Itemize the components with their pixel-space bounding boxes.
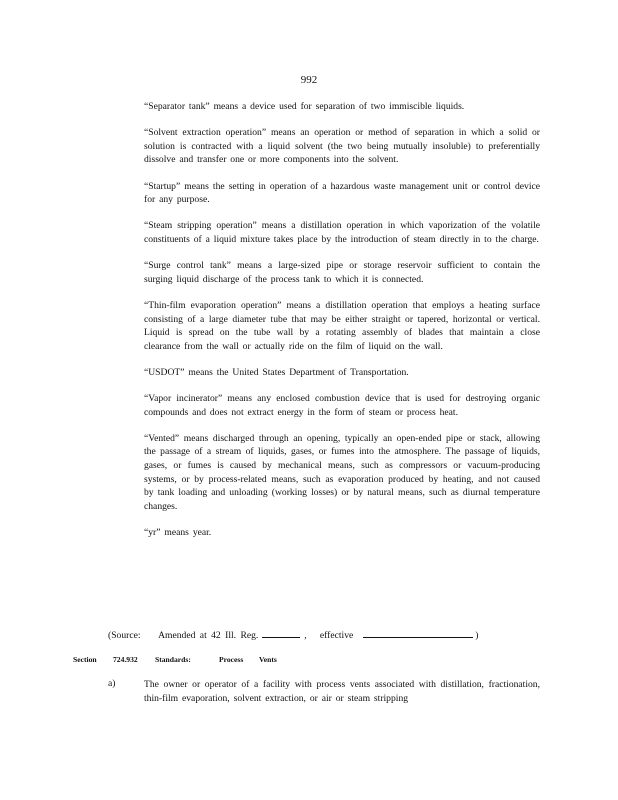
definition-yr: “yr” means year. xyxy=(144,527,212,538)
source-effective: effective xyxy=(319,630,354,641)
subsection-a-label: a) xyxy=(108,678,116,689)
section-title-word-3: Vents xyxy=(259,655,277,664)
source-text: Amended at 42 Ill. Reg. xyxy=(158,630,259,641)
definition-vented: “Vented” means discharged through an opening, typically an open-ended pipe or stack, allowing the passage of a stream of liquids, gases, or fumes into the atmosphere. The passage of liquids, gases, or fumes is caused by mechanical means, such as compressors or vacuum-producing systems, or by process-related means, such as evaporation produced by heating, and not caused by tank loading and unloading (working losses) or by natural means, such as diurnal temperature changes. xyxy=(144,432,540,512)
source-open: (Source: xyxy=(108,630,141,641)
source-close: ) xyxy=(475,630,479,641)
definitions-list xyxy=(144,100,540,552)
definition-usdot: “USDOT” means the United States Department of Transportation. xyxy=(144,366,409,378)
definition-startup: “Startup” means the setting in operation of a hazardous waste management unit or control device for any purpose. xyxy=(144,180,540,206)
definition-steam-stripping-operation: “Steam stripping operation” means a distillation operation in which vaporization of the volatile constituents of a liquid mixture takes place by the introduction of steam directly in to the charge. xyxy=(144,220,540,245)
definition-separator-tank: “Separator tank” means a device used for separation of two immiscible liquids. xyxy=(144,101,465,112)
definition-vapor-incinerator: “Vapor incinerator” means any enclosed combustion device that is used for destroying organic compounds and does not extract energy in the form of steam or process heat. xyxy=(144,393,540,418)
source-note xyxy=(108,627,479,641)
section-title-word-2: Process xyxy=(219,655,244,664)
register-page-blank xyxy=(262,627,300,638)
subsection-a-text: The owner or operator of a facility with process vents associated with distillation, fractionation, thin-film evaporation, solvent extraction, or air or steam stripping xyxy=(144,679,540,704)
section-title-word-1: Standards: xyxy=(155,655,191,664)
section-heading xyxy=(73,655,373,664)
effective-date-blank xyxy=(363,627,473,638)
definition-thin-film-evaporation-operation: “Thin-film evaporation operation” means a distillation operation that employs a heating surface consisting of a large diameter tube that may be either straight or tapered, horizontal or vertical. Liquid is spread on the tube wall by a rotating assembly of blades that maintain a close clearance from the wall or actually ride on the film of liquid on the wall. xyxy=(144,299,540,352)
page-number: 992 xyxy=(300,74,318,86)
section-number: 724.932 xyxy=(113,655,138,664)
section-label: Section xyxy=(73,655,97,664)
source-comma: , xyxy=(304,630,307,641)
definition-surge-control-tank: “Surge control tank” means a large-sized pipe or storage reservoir sufficient to contain the surging liquid discharge of the process tank to which it is connected. xyxy=(144,260,540,285)
definition-solvent-extraction-operation: “Solvent extraction operation” means an operation or method of separation in which a solid or solution is contracted with a liquid solvent (the two being mutually insoluble) to preferentially dissolve and transfer one or more components into the solvent. xyxy=(144,127,540,166)
